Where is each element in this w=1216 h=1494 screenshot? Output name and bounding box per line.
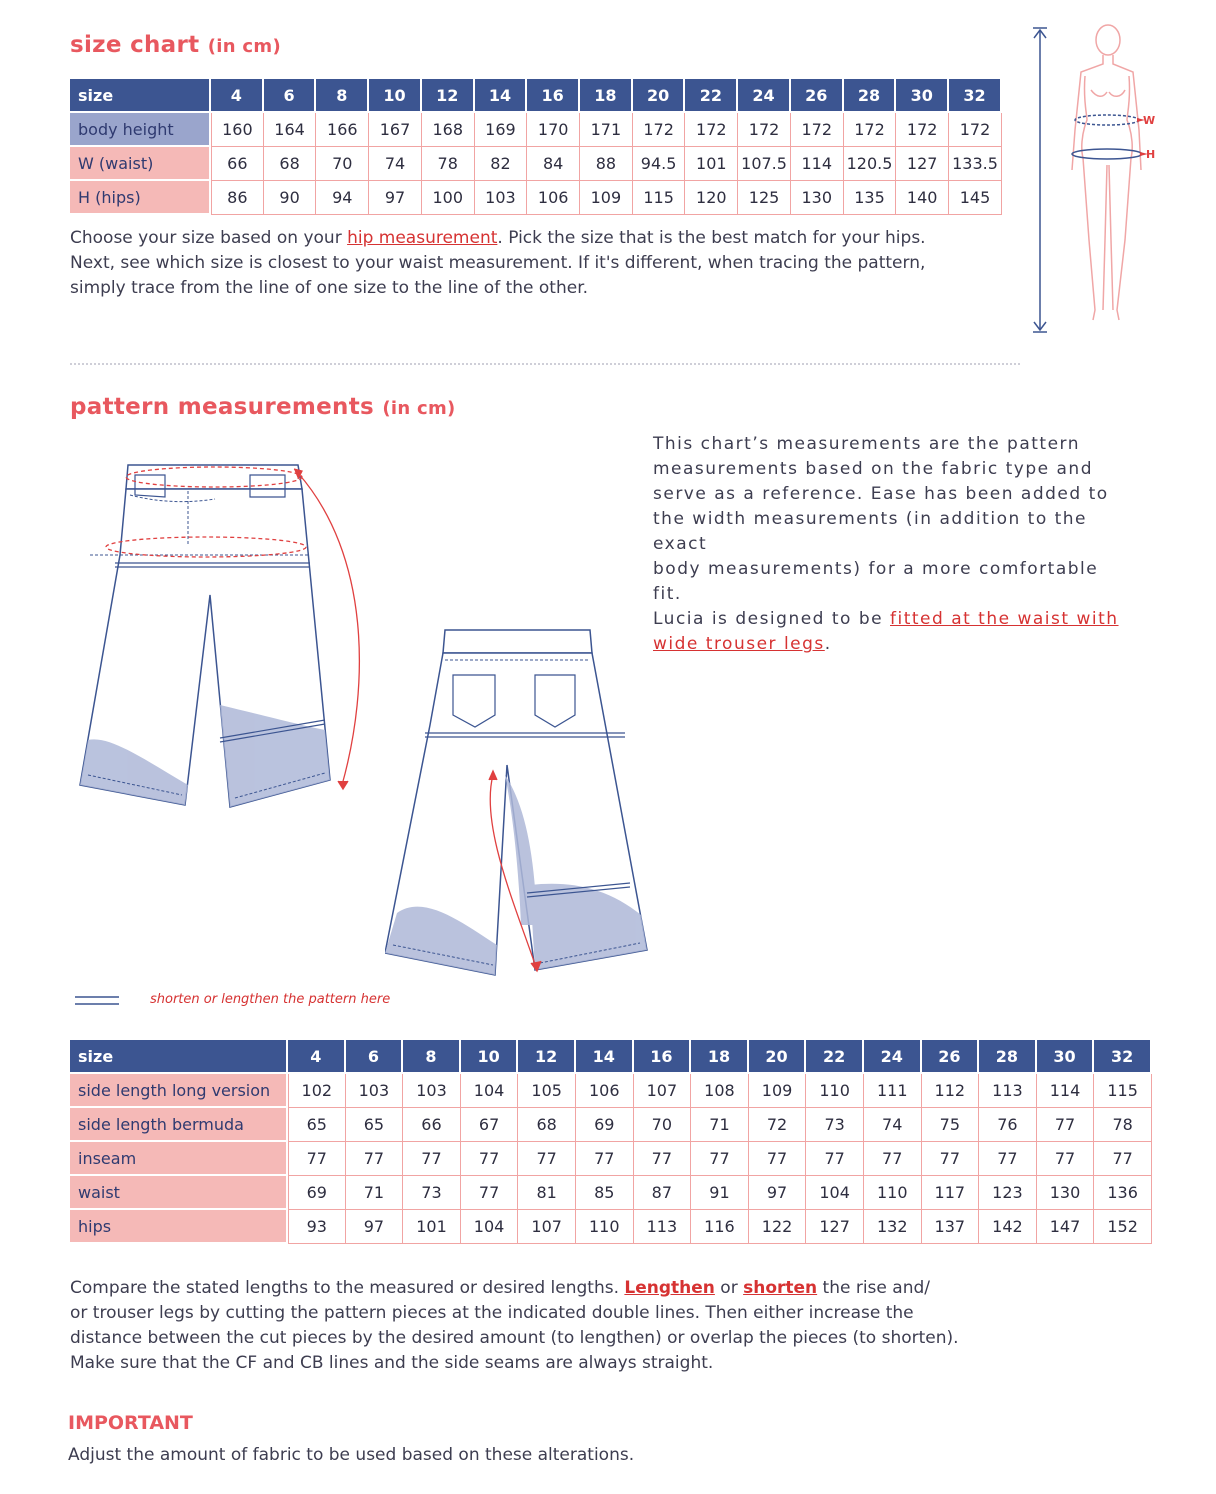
female-figure-icon bbox=[1072, 25, 1141, 320]
lengthen-link[interactable]: Lengthen bbox=[624, 1278, 715, 1298]
size-chart-header-label: size bbox=[70, 79, 211, 113]
pattern-cell: 67 bbox=[461, 1108, 519, 1142]
pattern-cell: 87 bbox=[634, 1176, 692, 1210]
size-chart-cell: 68 bbox=[264, 147, 317, 181]
pattern-cell: 78 bbox=[1094, 1108, 1152, 1142]
size-chart-size-header: 20 bbox=[633, 79, 686, 113]
pattern-cell: 71 bbox=[346, 1176, 404, 1210]
size-chart-cell: 164 bbox=[264, 113, 317, 147]
size-chart-size-header: 28 bbox=[844, 79, 897, 113]
size-chart-cell: 172 bbox=[738, 113, 791, 147]
size-chart-size-header: 6 bbox=[264, 79, 317, 113]
pattern-cell: 101 bbox=[403, 1210, 461, 1244]
size-chart-cell: 172 bbox=[633, 113, 686, 147]
size-chart-cell: 86 bbox=[211, 181, 264, 215]
size-chart-cell: 78 bbox=[422, 147, 475, 181]
pattern-header-row bbox=[70, 1040, 1152, 1074]
pattern-cell: 107 bbox=[634, 1074, 692, 1108]
pattern-cell: 70 bbox=[634, 1108, 692, 1142]
pattern-cell: 77 bbox=[346, 1142, 404, 1176]
pattern-cell: 77 bbox=[403, 1142, 461, 1176]
pattern-cell: 117 bbox=[922, 1176, 980, 1210]
size-chart-title-text: size chart bbox=[70, 32, 200, 58]
size-chart-cell: 97 bbox=[369, 181, 422, 215]
size-chart-size-header: 26 bbox=[791, 79, 844, 113]
size-chart-size-header: 30 bbox=[896, 79, 949, 113]
pattern-cell: 77 bbox=[1094, 1142, 1152, 1176]
pattern-cell: 106 bbox=[576, 1074, 634, 1108]
pattern-cell: 71 bbox=[691, 1108, 749, 1142]
size-chart-row-label: H (hips) bbox=[70, 181, 211, 215]
waist-label: W bbox=[1143, 114, 1156, 127]
pattern-cell: 104 bbox=[461, 1074, 519, 1108]
size-chart-cell: 172 bbox=[791, 113, 844, 147]
pattern-cell: 111 bbox=[864, 1074, 922, 1108]
size-chart-row-label: W (waist) bbox=[70, 147, 211, 181]
pattern-cell: 72 bbox=[749, 1108, 807, 1142]
pattern-cell: 112 bbox=[922, 1074, 980, 1108]
pattern-cell: 75 bbox=[922, 1108, 980, 1142]
size-chart-cell: 100 bbox=[422, 181, 475, 215]
pattern-row bbox=[70, 1210, 1152, 1244]
size-chart-note: Choose your size based on your hip measurement. Pick the size that is the best match for your hips. Next, see which size is closest to your waist measurement. If it's different, when tracing the pattern, simply trace from the line of one size to the line of the other. bbox=[70, 228, 926, 298]
fitted-waist-link[interactable]: fitted at the waist with bbox=[890, 609, 1119, 629]
size-chart-cell: 84 bbox=[527, 147, 580, 181]
pattern-header-label: size bbox=[70, 1040, 288, 1074]
pattern-cell: 104 bbox=[806, 1176, 864, 1210]
size-chart-cell: 70 bbox=[316, 147, 369, 181]
pattern-size-header: 28 bbox=[979, 1040, 1037, 1074]
pattern-cell: 81 bbox=[518, 1176, 576, 1210]
size-chart-unit: (in cm) bbox=[207, 36, 281, 57]
pattern-size-header: 22 bbox=[806, 1040, 864, 1074]
pattern-cell: 77 bbox=[864, 1142, 922, 1176]
pattern-cell: 77 bbox=[576, 1142, 634, 1176]
pattern-cell: 73 bbox=[806, 1108, 864, 1142]
size-chart-cell: 168 bbox=[422, 113, 475, 147]
pattern-cell: 91 bbox=[691, 1176, 749, 1210]
size-chart-cell: 130 bbox=[791, 181, 844, 215]
wide-trouser-legs-link[interactable]: wide trouser legs bbox=[653, 634, 825, 654]
pattern-cell: 74 bbox=[864, 1108, 922, 1142]
pattern-cell: 85 bbox=[576, 1176, 634, 1210]
size-chart-size-header: 14 bbox=[475, 79, 528, 113]
size-chart-cell: 133.5 bbox=[949, 147, 1002, 181]
pattern-cell: 127 bbox=[806, 1210, 864, 1244]
pattern-cell: 110 bbox=[576, 1210, 634, 1244]
size-chart-cell: 115 bbox=[633, 181, 686, 215]
pattern-cell: 77 bbox=[749, 1142, 807, 1176]
size-chart-cell: 82 bbox=[475, 147, 528, 181]
size-chart-size-header: 10 bbox=[369, 79, 422, 113]
size-chart-row bbox=[70, 147, 1002, 181]
pattern-cell: 107 bbox=[518, 1210, 576, 1244]
pattern-size-header: 24 bbox=[864, 1040, 922, 1074]
size-chart-cell: 169 bbox=[475, 113, 528, 147]
size-chart-cell: 140 bbox=[896, 181, 949, 215]
body-figure-illustration bbox=[1025, 20, 1175, 340]
pattern-cell: 109 bbox=[749, 1074, 807, 1108]
pattern-size-header: 32 bbox=[1094, 1040, 1152, 1074]
size-chart-table bbox=[70, 79, 1002, 215]
size-chart-cell: 172 bbox=[844, 113, 897, 147]
pattern-row bbox=[70, 1176, 1152, 1210]
pattern-size-header: 26 bbox=[922, 1040, 980, 1074]
size-chart-cell: 94 bbox=[316, 181, 369, 215]
size-chart-cell: 106 bbox=[527, 181, 580, 215]
pattern-cell: 97 bbox=[346, 1210, 404, 1244]
pattern-cell: 108 bbox=[691, 1074, 749, 1108]
pattern-cell: 69 bbox=[288, 1176, 346, 1210]
size-chart-cell: 94.5 bbox=[633, 147, 686, 181]
size-chart-cell: 166 bbox=[316, 113, 369, 147]
pattern-cell: 77 bbox=[288, 1142, 346, 1176]
size-chart-cell: 160 bbox=[211, 113, 264, 147]
pattern-measurements-table bbox=[70, 1040, 1152, 1244]
double-line-legend-icon bbox=[75, 993, 121, 1009]
pattern-cell: 103 bbox=[403, 1074, 461, 1108]
shorten-link[interactable]: shorten bbox=[743, 1278, 818, 1298]
pattern-cell: 147 bbox=[1037, 1210, 1095, 1244]
size-chart-size-header: 8 bbox=[316, 79, 369, 113]
pattern-measurements-unit: (in cm) bbox=[382, 398, 456, 419]
pattern-cell: 115 bbox=[1094, 1074, 1152, 1108]
size-chart-title bbox=[70, 32, 281, 58]
size-chart-row bbox=[70, 113, 1002, 147]
size-chart-cell: 120.5 bbox=[844, 147, 897, 181]
size-chart-cell: 107.5 bbox=[738, 147, 791, 181]
hip-measurement-link[interactable]: hip measurement bbox=[347, 228, 498, 248]
size-chart-cell: 103 bbox=[475, 181, 528, 215]
pattern-cell: 114 bbox=[1037, 1074, 1095, 1108]
pattern-cell: 66 bbox=[403, 1108, 461, 1142]
pattern-cell: 137 bbox=[922, 1210, 980, 1244]
pattern-cell: 142 bbox=[979, 1210, 1037, 1244]
size-chart-cell: 66 bbox=[211, 147, 264, 181]
size-chart-size-header: 16 bbox=[527, 79, 580, 113]
pattern-description: This chart’s measurements are the pattern measurements based on the fabric type and serve as a reference. Ease has been added to the width measurements (in addition to the exact body measurements) for a more comfortable fit. Lucia is designed to be fitted at the waist with wide trouser legs. bbox=[653, 434, 1119, 654]
pattern-row bbox=[70, 1142, 1152, 1176]
pattern-cell: 77 bbox=[1037, 1142, 1095, 1176]
pattern-size-header: 30 bbox=[1037, 1040, 1095, 1074]
pattern-row-label: hips bbox=[70, 1210, 288, 1244]
pattern-cell: 69 bbox=[576, 1108, 634, 1142]
pattern-cell: 65 bbox=[288, 1108, 346, 1142]
size-chart-cell: 172 bbox=[896, 113, 949, 147]
size-chart-cell: 167 bbox=[369, 113, 422, 147]
size-chart-cell: 120 bbox=[685, 181, 738, 215]
height-arrow-icon bbox=[1033, 28, 1047, 332]
size-chart-row bbox=[70, 181, 1002, 215]
pattern-size-header: 20 bbox=[749, 1040, 807, 1074]
size-chart-header-row bbox=[70, 79, 1002, 113]
pattern-cell: 77 bbox=[1037, 1108, 1095, 1142]
size-chart-cell: 74 bbox=[369, 147, 422, 181]
pattern-cell: 110 bbox=[806, 1074, 864, 1108]
size-chart-row-label: body height bbox=[70, 113, 211, 147]
legend-label: shorten or lengthen the pattern here bbox=[150, 992, 391, 1007]
important-text: Adjust the amount of fabric to be used based on these alterations. bbox=[68, 1445, 635, 1465]
pattern-cell: 77 bbox=[922, 1142, 980, 1176]
pattern-cell: 93 bbox=[288, 1210, 346, 1244]
back-trousers-illustration bbox=[385, 625, 655, 980]
pattern-size-header: 14 bbox=[576, 1040, 634, 1074]
pattern-measurements-title-text: pattern measurements bbox=[70, 394, 375, 420]
pattern-row-label: side length bermuda bbox=[70, 1108, 288, 1142]
size-chart-size-header: 22 bbox=[685, 79, 738, 113]
size-chart-cell: 90 bbox=[264, 181, 317, 215]
pattern-row-label: waist bbox=[70, 1176, 288, 1210]
pattern-measurements-title bbox=[70, 394, 456, 420]
pattern-cell: 97 bbox=[749, 1176, 807, 1210]
pattern-cell: 77 bbox=[461, 1176, 519, 1210]
pattern-cell: 136 bbox=[1094, 1176, 1152, 1210]
pattern-cell: 110 bbox=[864, 1176, 922, 1210]
pattern-cell: 116 bbox=[691, 1210, 749, 1244]
pattern-cell: 132 bbox=[864, 1210, 922, 1244]
pattern-cell: 113 bbox=[634, 1210, 692, 1244]
size-chart-size-header: 4 bbox=[211, 79, 264, 113]
hips-label: H bbox=[1146, 148, 1156, 161]
size-chart-cell: 127 bbox=[896, 147, 949, 181]
pattern-cell: 68 bbox=[518, 1108, 576, 1142]
pattern-size-header: 4 bbox=[288, 1040, 346, 1074]
pattern-cell: 104 bbox=[461, 1210, 519, 1244]
pattern-cell: 105 bbox=[518, 1074, 576, 1108]
pattern-size-header: 16 bbox=[634, 1040, 692, 1074]
size-chart-cell: 101 bbox=[685, 147, 738, 181]
size-chart-cell: 172 bbox=[949, 113, 1002, 147]
pattern-cell: 113 bbox=[979, 1074, 1037, 1108]
pattern-cell: 73 bbox=[403, 1176, 461, 1210]
size-chart-cell: 145 bbox=[949, 181, 1002, 215]
pattern-row-label: side length long version bbox=[70, 1074, 288, 1108]
pattern-cell: 65 bbox=[346, 1108, 404, 1142]
pattern-size-header: 18 bbox=[691, 1040, 749, 1074]
size-chart-cell: 170 bbox=[527, 113, 580, 147]
pattern-cell: 77 bbox=[979, 1142, 1037, 1176]
pattern-size-header: 10 bbox=[461, 1040, 519, 1074]
pattern-size-header: 12 bbox=[518, 1040, 576, 1074]
size-chart-size-header: 32 bbox=[949, 79, 1002, 113]
size-chart-size-header: 18 bbox=[580, 79, 633, 113]
pattern-size-header: 6 bbox=[346, 1040, 404, 1074]
pattern-cell: 152 bbox=[1094, 1210, 1152, 1244]
important-heading: IMPORTANT bbox=[68, 1412, 193, 1434]
pattern-cell: 77 bbox=[518, 1142, 576, 1176]
pattern-instructions: Compare the stated lengths to the measured or desired lengths. Lengthen or shorten the rise and/ or trouser legs by cutting the pattern pieces at the indicated double lines. Then either increase the distance between the cut pieces by the desired amount (to lengthen) or overlap the pieces (to shorten). Make sure that the CF and CB lines and the side seams are always straight. bbox=[70, 1278, 959, 1373]
size-chart-cell: 114 bbox=[791, 147, 844, 181]
pattern-cell: 123 bbox=[979, 1176, 1037, 1210]
size-chart-size-header: 12 bbox=[422, 79, 475, 113]
pattern-row bbox=[70, 1074, 1152, 1108]
size-chart-cell: 109 bbox=[580, 181, 633, 215]
pattern-cell: 77 bbox=[691, 1142, 749, 1176]
pattern-row-label: inseam bbox=[70, 1142, 288, 1176]
pattern-cell: 122 bbox=[749, 1210, 807, 1244]
pattern-cell: 77 bbox=[634, 1142, 692, 1176]
pattern-size-header: 8 bbox=[403, 1040, 461, 1074]
size-chart-cell: 135 bbox=[844, 181, 897, 215]
size-chart-cell: 171 bbox=[580, 113, 633, 147]
size-chart-cell: 88 bbox=[580, 147, 633, 181]
size-chart-cell: 172 bbox=[685, 113, 738, 147]
pattern-cell: 77 bbox=[806, 1142, 864, 1176]
section-divider bbox=[70, 363, 1020, 365]
pattern-cell: 102 bbox=[288, 1074, 346, 1108]
front-trousers-illustration bbox=[70, 455, 370, 815]
pattern-cell: 103 bbox=[346, 1074, 404, 1108]
pattern-row bbox=[70, 1108, 1152, 1142]
size-chart-cell: 125 bbox=[738, 181, 791, 215]
pattern-cell: 76 bbox=[979, 1108, 1037, 1142]
size-chart-size-header: 24 bbox=[738, 79, 791, 113]
pattern-cell: 130 bbox=[1037, 1176, 1095, 1210]
pattern-cell: 77 bbox=[461, 1142, 519, 1176]
